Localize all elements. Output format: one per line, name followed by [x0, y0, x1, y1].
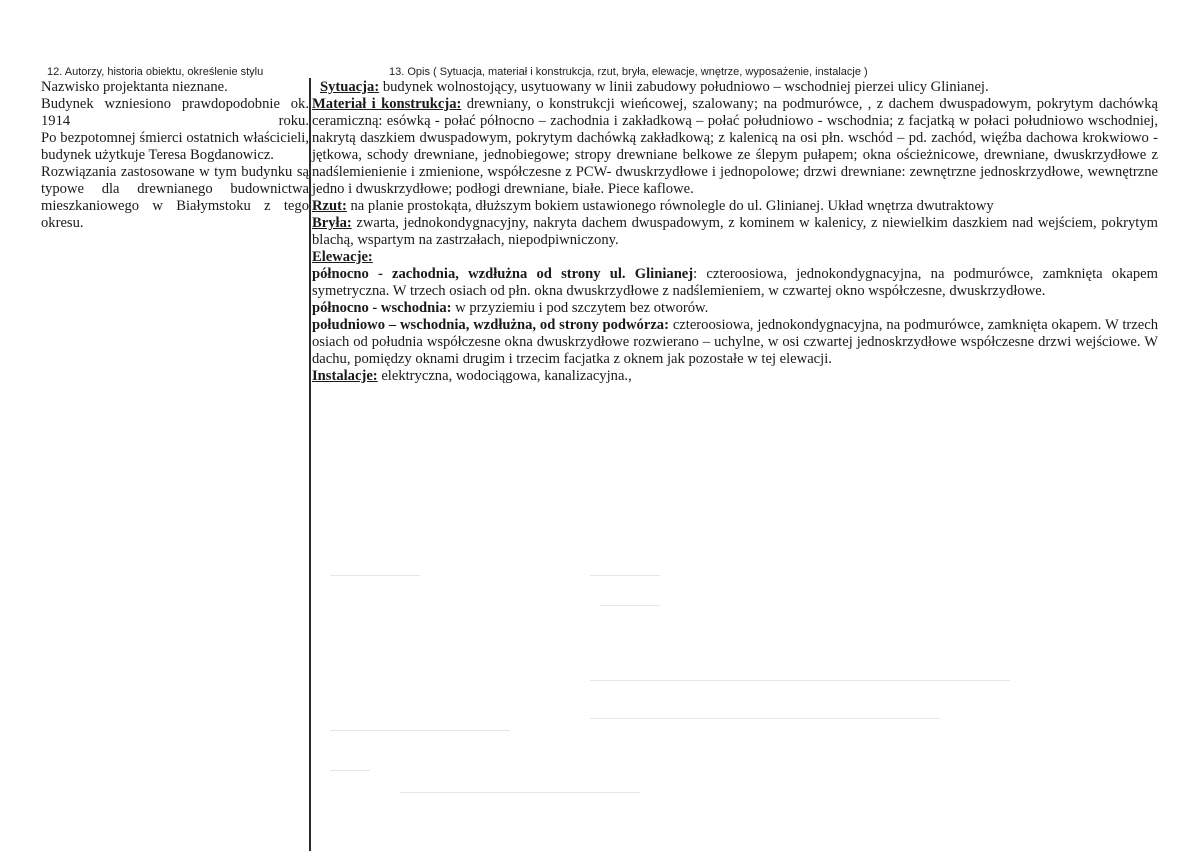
instalacje-section — [312, 368, 1158, 385]
material-section — [312, 96, 1158, 198]
rzut-text: na planie prostokąta, dłuższym bokiem ustawionego równolegle do ul. Glinianej. Układ wnętrza dwutraktowy — [346, 198, 994, 214]
bryla-text: zwarta, jednokondygnacyjny, nakryta dachem dwuspadowym, z kominem w kalenicy, z niewielkim daszkiem nad wejściem, pokrytym blachą, wspartym na zastrzałach, niepodpiwniczony. — [312, 215, 1158, 248]
elevation-text: w przyziemiu i pod szczytem bez otworów. — [451, 300, 709, 316]
bryla-section — [312, 215, 1158, 249]
material-text: drewniany, o konstrukcji wieńcowej, szalowany; na podmurówce, , z dachem dwuspadowym, pokrytym dachówką ceramiczną: esówką - połać północno – zachodnia i zakładkową – połać południowo - wschodnia; z facjatką w połaci południowo wschodniej, nakrytą daszkiem dwuspadowym, pokrytym dachówką zakładkową; z kalenicą na osi płn. wschód – pd. zachód, więźba dachowa krokwiowo - jętkowa, schody drewniane, jednobiegowe; stropy drewniane belkowe ze ślepym pułapem; okna ościeżnicowe, drewniane, dwuskrzydłowe z nadślemienienie i zmienione, współczesne z PCW- dwuskrzydłowe i jednopolowe; drzwi drewniane: zewnętrzne jednoskrzydłowe, wewnętrzne jedno i dwuskrzydłowe; podłogi drewniane, białe. Piece kaflowe. — [312, 96, 1159, 197]
instalacje-label: Instalacje: — [312, 368, 378, 384]
scan-artifact — [330, 770, 370, 771]
elevation-item — [312, 317, 1158, 368]
scan-artifact — [600, 605, 660, 606]
rzut-section — [312, 198, 1158, 215]
right-column-heading: 13. Opis ( Sytuacja, materiał i konstrukcja, rzut, bryła, elewacje, wnętrze, wyposażenie, instalacje ) — [389, 66, 868, 78]
sytuacja-label: Sytuacja: — [320, 79, 380, 95]
elewacje-label: Elewacje: — [312, 249, 373, 265]
scan-artifact — [590, 575, 660, 576]
style-paragraph: Rozwiązania zastosowane w tym budynku są typowe dla drewnianego budownictwa mieszkaniowego w Białymstoku z tego okresu. — [41, 164, 309, 231]
elevation-item — [312, 300, 1158, 317]
elevation-title: północno - zachodnia, wzdłużna od strony ul. Glinianej — [312, 266, 694, 282]
rzut-label: Rzut: — [312, 198, 347, 214]
scan-artifact — [330, 575, 420, 576]
material-label: Materiał i konstrukcja: — [312, 96, 462, 112]
owner-paragraph: Po bezpotomnej śmierci ostatnich właścicieli, budynek użytkuje Teresa Bogdanowicz. — [41, 130, 309, 163]
elevation-title: południowo – wschodnia, wzdłużna, od strony podwórza: — [312, 317, 669, 333]
construction-date-paragraph: Budynek wzniesiono prawdopodobnie ok. 1914 roku. — [41, 96, 309, 129]
scan-artifact — [590, 680, 1010, 681]
scan-artifact — [330, 730, 510, 731]
elevation-text: : czteroosiowa, jednokondygnacyjna, na podmurówce, zamknięta okapem symetryczna. W trzech osiach od płn. okna dwuskrzydłowe z nadślemieniem, w czwartej okno współczesne, dwuskrzydłowe. — [312, 266, 1159, 299]
bryla-label: Bryła: — [312, 215, 352, 231]
description-column — [312, 79, 1158, 385]
scan-artifact — [590, 718, 940, 719]
column-divider — [309, 78, 311, 851]
elewacje-heading — [312, 249, 1158, 266]
sytuacja-text: budynek wolnostojący, usytuowany w linii zabudowy południowo – wschodniej pierzei ulicy Glinianej. — [379, 79, 989, 95]
left-column-heading: 12. Autorzy, historia obiektu, określenie stylu — [47, 66, 264, 78]
elevation-text: czteroosiowa, jednokondygnacyjna, na podmurówce, zamknięta okapem. W trzech osiach od południa współczesne okna dwuskrzydłowe rozwierano – uchylne, w osi czwartej jednoskrzydłowe współczesne drzwi wejściowe. W dachu, pomiędzy oknami drugim i trzecim facjatka z oknem jak pozostałe w tej elewacji. — [312, 317, 1158, 367]
sytuacja-section — [312, 79, 1158, 96]
elevation-item — [312, 266, 1158, 300]
elevation-title: północno - wschodnia: — [312, 300, 452, 316]
instalacje-text: elektryczna, wodociągowa, kanalizacyjna., — [377, 368, 632, 384]
scan-artifact — [400, 792, 640, 793]
designer-paragraph: Nazwisko projektanta nieznane. — [41, 79, 228, 95]
history-column — [41, 79, 309, 232]
